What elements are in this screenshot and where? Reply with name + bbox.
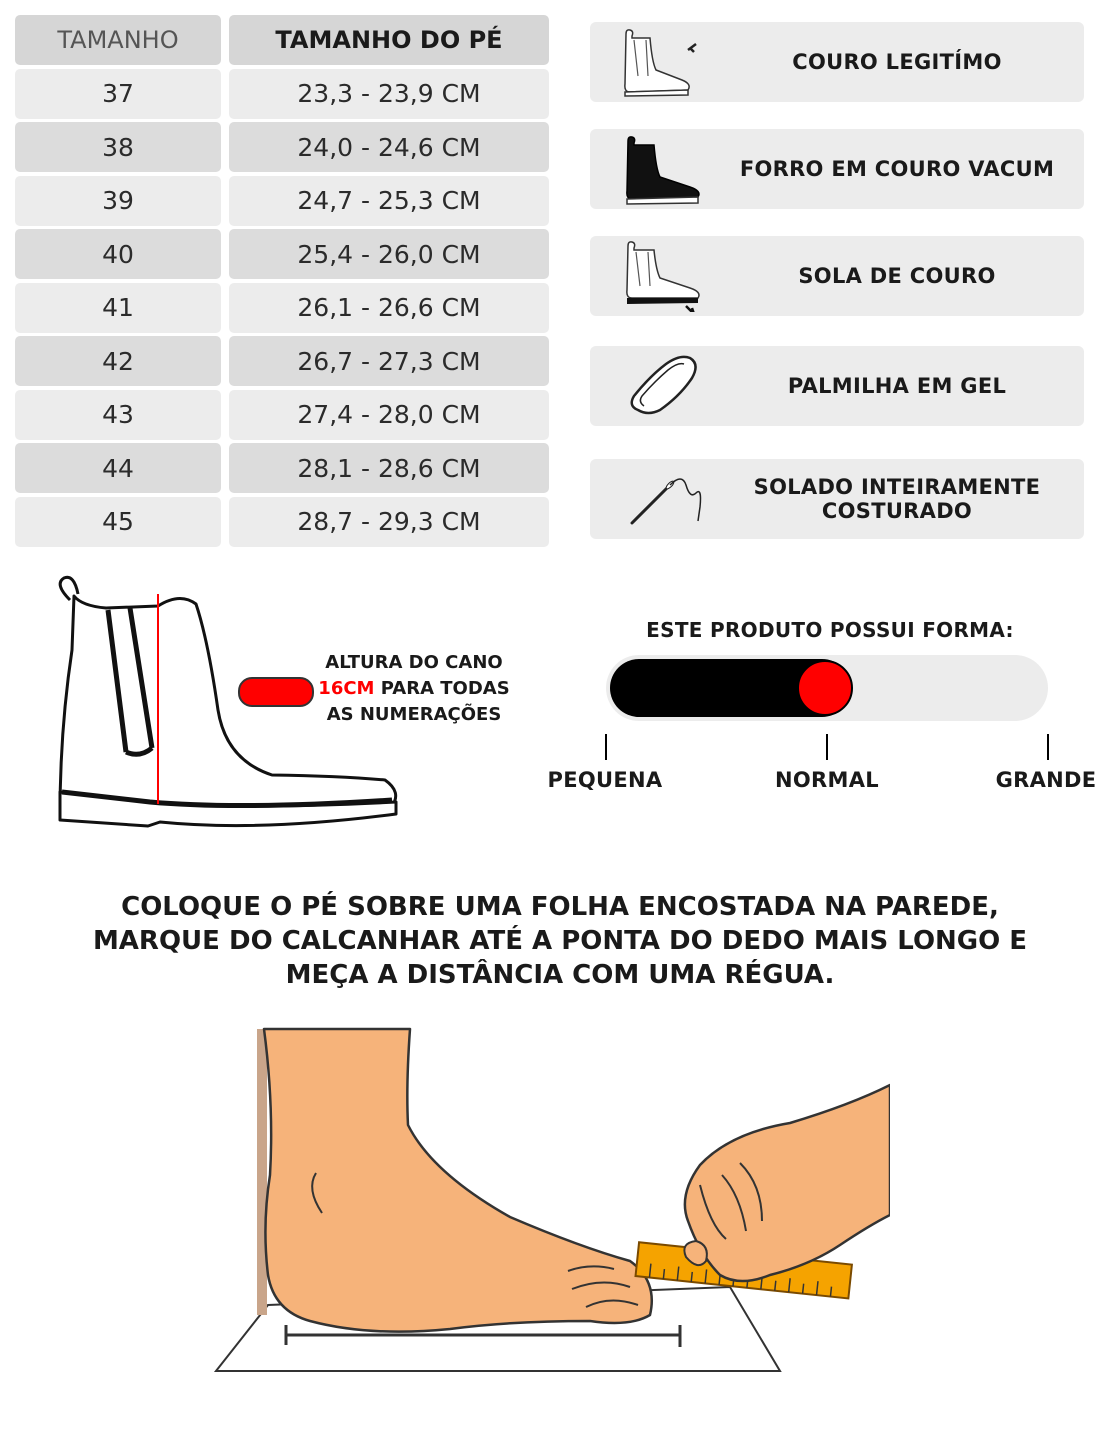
table-row: [15, 336, 549, 386]
feature-card-leather: [590, 22, 1084, 102]
foot-length-cell: 26,7 - 27,3 CM: [229, 336, 549, 386]
feature-label: PALMILHA EM GEL: [787, 374, 1007, 398]
black-boot-icon: [620, 133, 720, 205]
size-cell: 38: [15, 122, 221, 172]
fit-label-small: PEQUENA: [547, 768, 663, 792]
table-row: [15, 390, 549, 440]
header-foot-length: TAMANHO DO PÉ: [229, 15, 549, 65]
size-cell: 41: [15, 283, 221, 333]
foot-length-cell: 26,1 - 26,6 CM: [229, 283, 549, 333]
leather-boot-icon: [620, 26, 720, 98]
fit-title: ESTE PRODUTO POSSUI FORMA:: [646, 618, 1014, 642]
feature-label: SOLADO INTEIRAMENTE COSTURADO: [753, 475, 1041, 523]
size-table-header: [15, 15, 549, 65]
instruction-line-2: MARQUE DO CALCANHAR ATÉ A PONTA DO DEDO MAIS LONGO E: [92, 926, 1028, 956]
foot-length-cell: 27,4 - 28,0 CM: [229, 390, 549, 440]
height-value: 16CM: [318, 678, 375, 699]
feature-card-sole: [590, 236, 1084, 316]
size-cell: 40: [15, 229, 221, 279]
size-cell: 42: [15, 336, 221, 386]
table-row: [15, 176, 549, 226]
insole-icon: [620, 350, 720, 422]
feature-card-stitched: [590, 459, 1084, 539]
height-line-3: AS NUMERAÇÕES: [326, 704, 502, 725]
size-cell: 43: [15, 390, 221, 440]
fit-label-normal: NORMAL: [775, 768, 879, 792]
needle-thread-icon: [620, 463, 720, 535]
feature-label: FORRO EM COURO VACUM: [739, 157, 1055, 181]
height-line-2: [316, 676, 512, 702]
size-cell: 39: [15, 176, 221, 226]
instruction-line-1: COLOQUE O PÉ SOBRE UMA FOLHA ENCOSTADA NA PAREDE,: [121, 892, 999, 922]
fit-tick-normal: [826, 734, 828, 760]
measurement-instruction: [60, 890, 1060, 992]
height-indicator-pill: [238, 677, 314, 707]
fit-tick-large: [1047, 734, 1049, 760]
feature-card-insole: [590, 346, 1084, 426]
foot-measuring-illustration: [210, 1025, 890, 1385]
table-row: [15, 497, 549, 547]
fit-tick-small: [605, 734, 607, 760]
height-line-2-rest: PARA TODAS: [374, 678, 510, 699]
table-row: [15, 443, 549, 493]
table-row: [15, 69, 549, 119]
foot-length-cell: 28,7 - 29,3 CM: [229, 497, 549, 547]
height-line-1: ALTURA DO CANO: [325, 652, 503, 673]
size-cell: 45: [15, 497, 221, 547]
header-size: TAMANHO: [15, 15, 221, 65]
size-cell: 44: [15, 443, 221, 493]
fit-label-large: GRANDE: [995, 768, 1097, 792]
size-cell: 37: [15, 69, 221, 119]
feature-label: SOLA DE COURO: [798, 264, 996, 288]
size-table: [15, 15, 549, 550]
foot-length-cell: 24,0 - 24,6 CM: [229, 122, 549, 172]
feature-label: COURO LEGITÍMO: [792, 50, 1002, 74]
feature-card-lining: [590, 129, 1084, 209]
boot-height-note: [316, 650, 512, 728]
table-row: [15, 122, 549, 172]
table-row: [15, 229, 549, 279]
foot-length-cell: 28,1 - 28,6 CM: [229, 443, 549, 493]
boot-sole-icon: [620, 240, 720, 312]
foot-length-cell: 23,3 - 23,9 CM: [229, 69, 549, 119]
fit-scale-knob: [797, 660, 853, 716]
foot-length-cell: 25,4 - 26,0 CM: [229, 229, 549, 279]
instruction-line-3: MEÇA A DISTÂNCIA COM UMA RÉGUA.: [285, 960, 835, 990]
table-row: [15, 283, 549, 333]
foot-length-cell: 24,7 - 25,3 CM: [229, 176, 549, 226]
